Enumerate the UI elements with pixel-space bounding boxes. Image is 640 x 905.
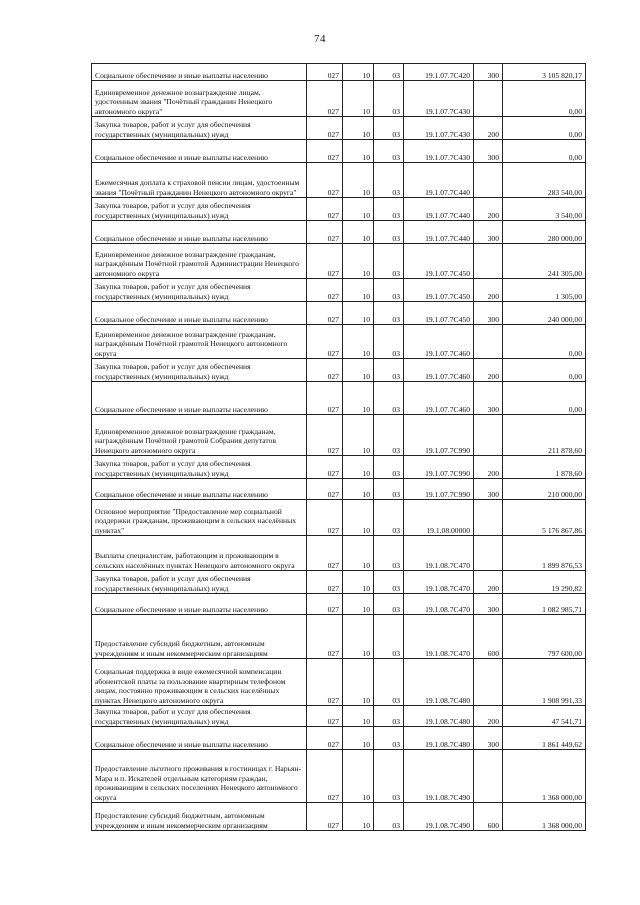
expense-type-code — [474, 81, 503, 117]
subsection-code: 03 — [374, 415, 404, 456]
line-item-name: Закупка товаров, работ и услуг для обеспечения государственных (муниципальных) нужд — [92, 571, 307, 594]
table-row — [92, 727, 586, 750]
target-article-code: 19.1.07.7С450 — [404, 279, 474, 302]
expense-type-code: 300 — [474, 221, 503, 244]
section-code: 10 — [343, 659, 374, 706]
target-article-code: 19.1.07.7С990 — [404, 479, 474, 500]
grbs-code: 027 — [307, 415, 343, 456]
amount: 0,00 — [503, 81, 586, 117]
grbs-code: 027 — [307, 140, 343, 163]
amount: 0,00 — [503, 117, 586, 140]
section-code: 10 — [343, 81, 374, 117]
grbs-code: 027 — [307, 750, 343, 803]
target-article-code: 19.1.08.00000 — [404, 500, 474, 536]
expense-type-code: 300 — [474, 382, 503, 415]
section-code: 10 — [343, 163, 374, 198]
grbs-code: 027 — [307, 302, 343, 325]
line-item-name: Единовременное денежное вознаграждение лицам, удостоенным звания "Почётный гражданин Ненецкого автономного округа" — [92, 81, 307, 117]
target-article-code: 19.1.07.7С990 — [404, 456, 474, 479]
section-code: 10 — [343, 500, 374, 536]
line-item-name: Закупка товаров, работ и услуг для обеспечения государственных (муниципальных) нужд — [92, 456, 307, 479]
line-item-name: Социальное обеспечение и иные выплаты населению — [92, 382, 307, 415]
grbs-code: 027 — [307, 198, 343, 221]
subsection-code: 03 — [374, 140, 404, 163]
target-article-code: 19.1.08.7С470 — [404, 571, 474, 594]
section-code: 10 — [343, 64, 374, 81]
subsection-code: 03 — [374, 659, 404, 706]
expense-type-code — [474, 536, 503, 571]
line-item-name: Закупка товаров, работ и услуг для обеспечения государственных (муниципальных) нужд — [92, 117, 307, 140]
target-article-code: 19.1.07.7С440 — [404, 221, 474, 244]
grbs-code: 027 — [307, 803, 343, 831]
grbs-code: 027 — [307, 279, 343, 302]
grbs-code: 027 — [307, 359, 343, 382]
amount: 5 176 867,86 — [503, 500, 586, 536]
expense-type-code: 600 — [474, 803, 503, 831]
section-code: 10 — [343, 571, 374, 594]
section-code: 10 — [343, 140, 374, 163]
table-row — [92, 500, 586, 536]
expense-type-code: 200 — [474, 279, 503, 302]
amount: 797 600,00 — [503, 615, 586, 659]
section-code: 10 — [343, 750, 374, 803]
expense-type-code — [474, 244, 503, 279]
amount: 1 305,00 — [503, 279, 586, 302]
section-code: 10 — [343, 615, 374, 659]
amount: 240 000,00 — [503, 302, 586, 325]
line-item-name: Закупка товаров, работ и услуг для обеспечения государственных (муниципальных) нужд — [92, 279, 307, 302]
table-row — [92, 571, 586, 594]
subsection-code: 03 — [374, 244, 404, 279]
line-item-name: Социальное обеспечение и иные выплаты населению — [92, 594, 307, 615]
expense-type-code: 200 — [474, 706, 503, 727]
expense-type-code: 200 — [474, 456, 503, 479]
expense-type-code — [474, 325, 503, 359]
expense-type-code — [474, 659, 503, 706]
subsection-code: 03 — [374, 571, 404, 594]
subsection-code: 03 — [374, 81, 404, 117]
grbs-code: 027 — [307, 659, 343, 706]
target-article-code: 19.1.07.7С460 — [404, 325, 474, 359]
line-item-name: Единовременное денежное вознаграждение гражданам, награждённым Почётной грамотой Собрания депутатов Ненецкого автономного округа — [92, 415, 307, 456]
grbs-code: 027 — [307, 500, 343, 536]
table-row — [92, 594, 586, 615]
subsection-code: 03 — [374, 325, 404, 359]
subsection-code: 03 — [374, 594, 404, 615]
subsection-code: 03 — [374, 479, 404, 500]
table-row — [92, 615, 586, 659]
subsection-code: 03 — [374, 456, 404, 479]
target-article-code: 19.1.07.7С440 — [404, 163, 474, 198]
subsection-code: 03 — [374, 727, 404, 750]
expense-type-code: 200 — [474, 571, 503, 594]
grbs-code: 027 — [307, 163, 343, 198]
section-code: 10 — [343, 325, 374, 359]
expense-type-code: 200 — [474, 198, 503, 221]
section-code: 10 — [343, 117, 374, 140]
line-item-name: Единовременное денежное вознаграждение гражданам, награждённым Почётной грамотой Ненецкого автономного округа — [92, 325, 307, 359]
subsection-code: 03 — [374, 803, 404, 831]
amount: 1 908 991,33 — [503, 659, 586, 706]
section-code: 10 — [343, 244, 374, 279]
line-item-name: Социальная поддержка в виде ежемесячной компенсации абонентской платы за пользование квартирным телефоном лицам, постоянно проживающим в сельских населённых пунктах Ненецкого автономного округа — [92, 659, 307, 706]
section-code: 10 — [343, 302, 374, 325]
target-article-code: 19.1.07.7С430 — [404, 81, 474, 117]
subsection-code: 03 — [374, 536, 404, 571]
expense-type-code — [474, 750, 503, 803]
grbs-code: 027 — [307, 479, 343, 500]
target-article-code: 19.1.08.7С470 — [404, 594, 474, 615]
section-code: 10 — [343, 706, 374, 727]
amount: 1 861 449,62 — [503, 727, 586, 750]
budget-table-body — [92, 64, 586, 831]
section-code: 10 — [343, 279, 374, 302]
target-article-code: 19.1.07.7С440 — [404, 198, 474, 221]
subsection-code: 03 — [374, 163, 404, 198]
target-article-code: 19.1.08.7С480 — [404, 659, 474, 706]
target-article-code: 19.1.07.7С450 — [404, 244, 474, 279]
subsection-code: 03 — [374, 221, 404, 244]
target-article-code: 19.1.08.7С490 — [404, 803, 474, 831]
table-row — [92, 221, 586, 244]
target-article-code: 19.1.07.7С420 — [404, 64, 474, 81]
section-code: 10 — [343, 382, 374, 415]
table-row — [92, 659, 586, 706]
amount: 1 368 000,00 — [503, 750, 586, 803]
section-code: 10 — [343, 536, 374, 571]
section-code: 10 — [343, 221, 374, 244]
grbs-code: 027 — [307, 571, 343, 594]
line-item-name: Социальное обеспечение и иные выплаты населению — [92, 727, 307, 750]
line-item-name: Социальное обеспечение и иные выплаты населению — [92, 479, 307, 500]
target-article-code: 19.1.07.7С460 — [404, 359, 474, 382]
amount: 280 000,00 — [503, 221, 586, 244]
table-row — [92, 382, 586, 415]
target-article-code: 19.1.07.7С460 — [404, 382, 474, 415]
section-code: 10 — [343, 479, 374, 500]
amount: 19 290,82 — [503, 571, 586, 594]
table-row — [92, 81, 586, 117]
line-item-name: Предоставление субсидий бюджетным, автономным учреждениям и иным некоммерческим организациям — [92, 803, 307, 831]
target-article-code: 19.1.07.7С430 — [404, 140, 474, 163]
amount: 0,00 — [503, 359, 586, 382]
expense-type-code: 300 — [474, 594, 503, 615]
target-article-code: 19.1.08.7С470 — [404, 615, 474, 659]
amount: 1 878,60 — [503, 456, 586, 479]
expense-type-code: 300 — [474, 727, 503, 750]
amount: 3 105 820,17 — [503, 64, 586, 81]
subsection-code: 03 — [374, 706, 404, 727]
subsection-code: 03 — [374, 382, 404, 415]
target-article-code: 19.1.07.7С990 — [404, 415, 474, 456]
target-article-code: 19.1.08.7С480 — [404, 727, 474, 750]
table-row — [92, 803, 586, 831]
grbs-code: 027 — [307, 244, 343, 279]
section-code: 10 — [343, 198, 374, 221]
grbs-code: 027 — [307, 615, 343, 659]
grbs-code: 027 — [307, 117, 343, 140]
line-item-name: Социальное обеспечение и иные выплаты населению — [92, 302, 307, 325]
target-article-code: 19.1.08.7С470 — [404, 536, 474, 571]
table-row — [92, 415, 586, 456]
expense-type-code: 600 — [474, 615, 503, 659]
expense-type-code: 200 — [474, 117, 503, 140]
target-article-code: 19.1.08.7С490 — [404, 750, 474, 803]
subsection-code: 03 — [374, 750, 404, 803]
expense-type-code: 300 — [474, 302, 503, 325]
line-item-name: Предоставление льготного проживания в гостиницах г. Нарьян-Мара и п. Искателей отдельным категориям граждан, проживающим в сельских поселениях Ненецкого автономного округа — [92, 750, 307, 803]
table-row — [92, 302, 586, 325]
line-item-name: Единовременное денежное вознаграждение гражданам, награждённым Почётной грамотой Администрации Ненецкого автономного округа — [92, 244, 307, 279]
amount: 0,00 — [503, 382, 586, 415]
table-row — [92, 456, 586, 479]
amount: 3 540,00 — [503, 198, 586, 221]
amount: 211 878,60 — [503, 415, 586, 456]
subsection-code: 03 — [374, 359, 404, 382]
line-item-name: Закупка товаров, работ и услуг для обеспечения государственных (муниципальных) нужд — [92, 198, 307, 221]
section-code: 10 — [343, 359, 374, 382]
amount: 1 899 876,53 — [503, 536, 586, 571]
line-item-name: Ежемесячная доплата к страховой пенсии лицам, удостоенным звания "Почётный гражданин Ненецкого автономного округа" — [92, 163, 307, 198]
table-row — [92, 198, 586, 221]
line-item-name: Закупка товаров, работ и услуг для обеспечения государственных (муниципальных) нужд — [92, 706, 307, 727]
grbs-code: 027 — [307, 81, 343, 117]
target-article-code: 19.1.07.7С450 — [404, 302, 474, 325]
table-row — [92, 64, 586, 81]
subsection-code: 03 — [374, 500, 404, 536]
table-row — [92, 536, 586, 571]
line-item-name: Основное мероприятие "Предоставление мер социальной поддержки гражданам, проживающим в сельских населённых пунктах" — [92, 500, 307, 536]
subsection-code: 03 — [374, 64, 404, 81]
amount: 283 540,00 — [503, 163, 586, 198]
grbs-code: 027 — [307, 325, 343, 359]
amount: 47 541,71 — [503, 706, 586, 727]
expense-type-code: 300 — [474, 140, 503, 163]
subsection-code: 03 — [374, 279, 404, 302]
subsection-code: 03 — [374, 615, 404, 659]
line-item-name: Социальное обеспечение и иные выплаты населению — [92, 140, 307, 163]
subsection-code: 03 — [374, 198, 404, 221]
grbs-code: 027 — [307, 382, 343, 415]
expense-type-code — [474, 500, 503, 536]
expense-type-code: 300 — [474, 64, 503, 81]
grbs-code: 027 — [307, 706, 343, 727]
section-code: 10 — [343, 727, 374, 750]
target-article-code: 19.1.07.7С430 — [404, 117, 474, 140]
amount: 0,00 — [503, 325, 586, 359]
line-item-name: Предоставление субсидий бюджетным, автономным учреждениям и иным некоммерческим организациям — [92, 615, 307, 659]
grbs-code: 027 — [307, 456, 343, 479]
expense-type-code — [474, 415, 503, 456]
expense-type-code: 300 — [474, 479, 503, 500]
table-row — [92, 325, 586, 359]
line-item-name: Закупка товаров, работ и услуг для обеспечения государственных (муниципальных) нужд — [92, 359, 307, 382]
section-code: 10 — [343, 415, 374, 456]
table-row — [92, 244, 586, 279]
table-row — [92, 359, 586, 382]
table-row — [92, 140, 586, 163]
subsection-code: 03 — [374, 302, 404, 325]
amount: 1 082 985,71 — [503, 594, 586, 615]
grbs-code: 027 — [307, 221, 343, 244]
table-row — [92, 706, 586, 727]
table-row — [92, 479, 586, 500]
page-number: 74 — [314, 33, 326, 45]
line-item-name: Выплаты специалистам, работающим и проживающим в сельских населённых пунктах Ненецкого автономного округа — [92, 536, 307, 571]
budget-table — [91, 63, 586, 831]
section-code: 10 — [343, 456, 374, 479]
grbs-code: 027 — [307, 64, 343, 81]
amount: 1 368 000,00 — [503, 803, 586, 831]
line-item-name: Социальное обеспечение и иные выплаты населению — [92, 64, 307, 81]
target-article-code: 19.1.08.7С480 — [404, 706, 474, 727]
subsection-code: 03 — [374, 117, 404, 140]
expense-type-code: 200 — [474, 359, 503, 382]
amount: 0,00 — [503, 140, 586, 163]
line-item-name: Социальное обеспечение и иные выплаты населению — [92, 221, 307, 244]
expense-type-code — [474, 163, 503, 198]
table-row — [92, 279, 586, 302]
amount: 241 305,00 — [503, 244, 586, 279]
grbs-code: 027 — [307, 727, 343, 750]
table-row — [92, 750, 586, 803]
section-code: 10 — [343, 803, 374, 831]
section-code: 10 — [343, 594, 374, 615]
amount: 210 000,00 — [503, 479, 586, 500]
table-row — [92, 117, 586, 140]
table-row — [92, 163, 586, 198]
grbs-code: 027 — [307, 594, 343, 615]
grbs-code: 027 — [307, 536, 343, 571]
